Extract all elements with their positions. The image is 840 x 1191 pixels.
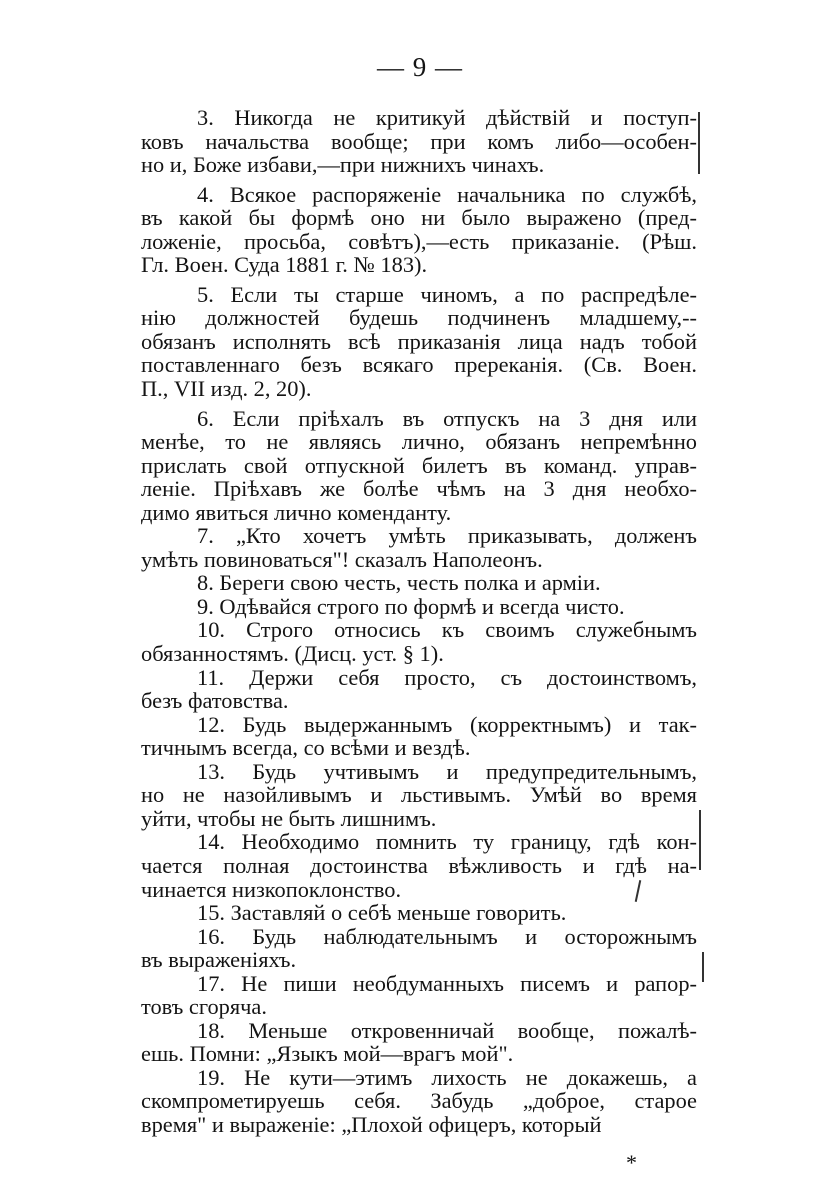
list-item bbox=[141, 1066, 697, 1137]
text-line: 6. Если пріѣхалъ въ отпускъ на 3 дня или bbox=[197, 405, 697, 431]
text-line: 11. Держи себя просто, съ достоинствомъ, bbox=[197, 664, 697, 690]
text-line: ложеніе, просьба, совѣтъ),—есть приказаніе. (Рѣш. bbox=[141, 228, 697, 254]
text-line: 14. Необходимо помнить ту границу, гдѣ кон- bbox=[197, 829, 697, 855]
text-line: обязанъ исполнять всѣ приказанія лица надъ тобой bbox=[141, 328, 697, 354]
text-line: 8. Береги свою честь, честь полка и арміи. bbox=[197, 570, 601, 596]
text-line: 18. Меньше откровенничай вообще, пожалѣ- bbox=[197, 1017, 697, 1043]
text-line: тичнымъ всегда, со всѣми и вездѣ. bbox=[141, 735, 471, 761]
text-body bbox=[141, 106, 697, 1137]
text-line: 5. Если ты старше чиномъ, а по распредѣле- bbox=[197, 281, 697, 307]
list-item bbox=[141, 571, 697, 595]
text-line: ешь. Помни: „Языкъ мой—врагъ мой". bbox=[141, 1041, 514, 1067]
text-line: 9. Одѣвайся строго по формѣ и всегда чисто. bbox=[197, 593, 625, 619]
text-line: чинается низкопоклонство. bbox=[141, 876, 402, 902]
list-item bbox=[141, 972, 697, 1019]
list-item bbox=[141, 183, 697, 277]
text-line: нію должностей будешь подчиненъ младшему,-- bbox=[141, 305, 697, 331]
text-line: но не назойливымъ и льстивымъ. Умѣй во время bbox=[141, 782, 697, 808]
text-line: 16. Будь наблюдательнымъ и осторожнымъ bbox=[197, 923, 697, 949]
text-line: 3. Никогда не критикуй дѣйствій и поступ- bbox=[197, 105, 697, 130]
list-item bbox=[141, 901, 697, 925]
list-item bbox=[141, 830, 697, 901]
text-line: леніе. Пріѣхавъ же болѣе чѣмъ на 3 дня необхо- bbox=[141, 476, 697, 502]
text-line: скомпрометируешь себя. Забудь „доброе, старое bbox=[141, 1088, 697, 1114]
text-line: прислать свой отпускной билетъ въ команд. управ- bbox=[141, 452, 697, 478]
list-item bbox=[141, 106, 697, 177]
text-line: Гл. Воен. Суда 1881 г. № 183). bbox=[141, 252, 428, 278]
text-line: поставленнаго безъ всякаго пререканія. (Св. Воен. bbox=[141, 352, 697, 378]
list-item bbox=[141, 666, 697, 713]
text-line: димо явиться лично коменданту. bbox=[141, 499, 452, 525]
text-line: обязанностямъ. (Дисц. уст. § 1). bbox=[141, 641, 444, 667]
text-line: въ выраженіяхъ. bbox=[141, 947, 297, 973]
footer-mark: * bbox=[626, 1150, 637, 1175]
text-line: 15. Заставляй о себѣ меньше говорить. bbox=[197, 900, 567, 926]
margin-mark bbox=[702, 952, 704, 982]
text-line: П., VII изд. 2, 20). bbox=[141, 376, 312, 402]
list-item bbox=[141, 407, 697, 525]
text-line: въ какой бы формѣ оно ни было выражено (пред- bbox=[141, 205, 697, 231]
text-line: 10. Строго относись къ своимъ служебнымъ bbox=[197, 617, 697, 643]
text-line: менѣе, то не являясь лично, обязанъ непремѣнно bbox=[141, 429, 697, 455]
list-item bbox=[141, 524, 697, 571]
text-line: 19. Не кути—этимъ лихость не докажешь, а bbox=[197, 1064, 697, 1090]
text-line: чается полная достоинства вѣжливость и гдѣ на- bbox=[141, 852, 697, 878]
text-line: 7. „Кто хочетъ умѣть приказывать, долженъ bbox=[197, 523, 697, 549]
page-number: — 9 — bbox=[377, 52, 463, 82]
margin-mark bbox=[698, 112, 700, 174]
text-line: 17. Не пиши необдуманныхъ писемъ и рапор- bbox=[197, 970, 697, 996]
list-item bbox=[141, 925, 697, 972]
list-item bbox=[141, 1019, 697, 1066]
list-item bbox=[141, 618, 697, 665]
list-item bbox=[141, 595, 697, 619]
list-item bbox=[141, 713, 697, 760]
text-line: время" и выраженіе: „Плохой офицеръ, который bbox=[141, 1111, 602, 1137]
margin-mark bbox=[699, 810, 701, 870]
list-item bbox=[141, 760, 697, 831]
text-line: ковъ начальства вообще; при комъ либо—особен- bbox=[141, 128, 697, 154]
text-line: 13. Будь учтивымъ и предупредительнымъ, bbox=[197, 758, 697, 784]
text-line: безъ фатовства. bbox=[141, 688, 289, 714]
text-line: умѣть повиноваться"! сказалъ Наполеонъ. bbox=[141, 546, 543, 572]
text-line: 12. Будь выдержаннымъ (корректнымъ) и так- bbox=[197, 711, 697, 737]
text-line: но и, Боже избави,—при нижнихъ чинахъ. bbox=[141, 152, 545, 178]
text-line: уйти, чтобы не быть лишнимъ. bbox=[141, 805, 437, 831]
text-line: 4. Всякое распоряженіе начальника по службѣ, bbox=[197, 181, 697, 207]
list-item bbox=[141, 283, 697, 401]
text-line: товъ сгоряча. bbox=[141, 994, 267, 1020]
